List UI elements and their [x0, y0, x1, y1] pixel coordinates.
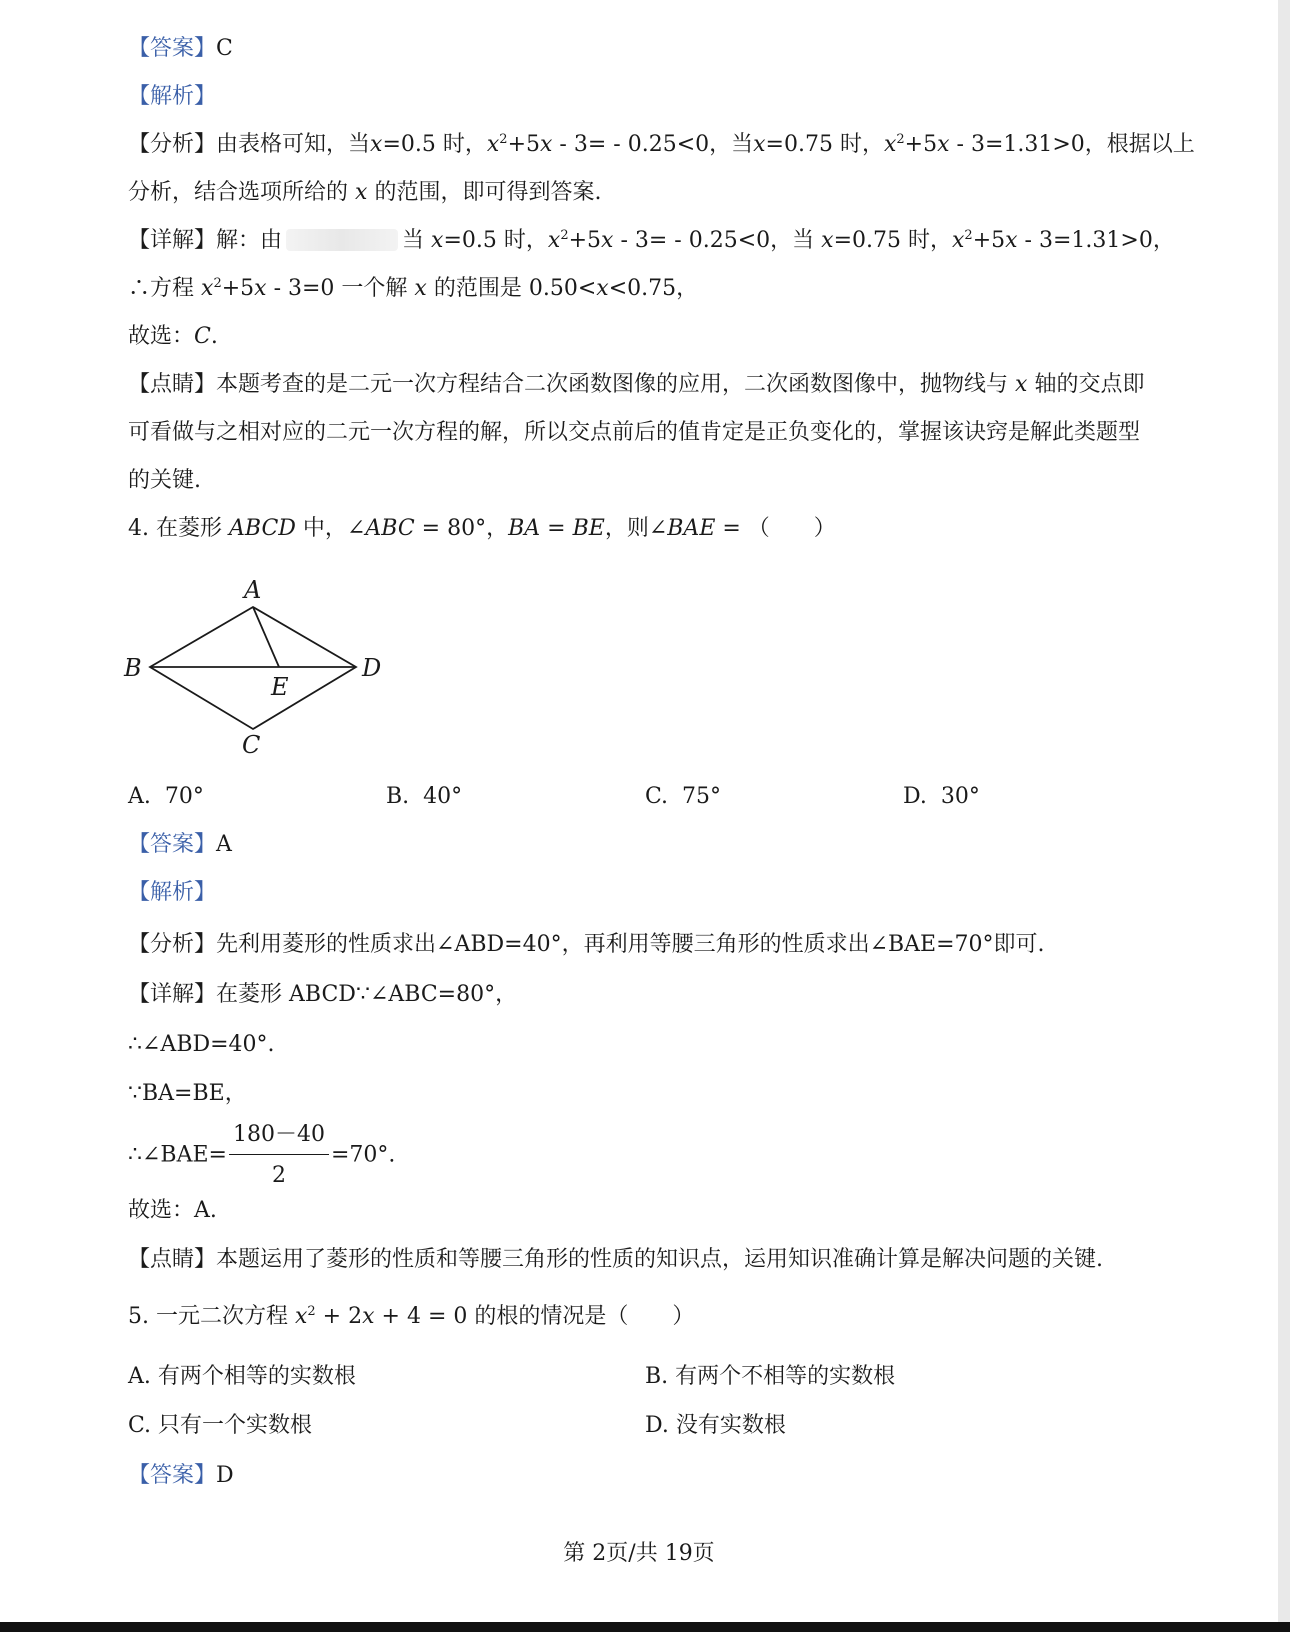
var-x: x: [753, 132, 766, 157]
var-x: x: [294, 1304, 308, 1329]
text: 在菱形 ABCD∵∠ABC=80°，: [216, 982, 518, 1007]
superscript: 2: [896, 132, 905, 147]
option-text: D. 没有实数根: [645, 1413, 786, 1438]
text: 解：由: [216, 228, 283, 253]
segment-ae: [253, 607, 279, 667]
text: 4. 在菱形: [128, 516, 222, 541]
bottom-bar: [0, 1622, 1290, 1632]
text: 故选：A.: [128, 1198, 217, 1223]
text: ∴方程: [128, 276, 195, 301]
q4-fenxi: [128, 930, 1045, 960]
var-x: x: [254, 276, 267, 301]
text: =: [540, 516, 573, 541]
text: = （ ）: [715, 516, 836, 541]
superscript: 2: [307, 1304, 316, 1319]
q4-option-c[interactable]: [645, 782, 721, 812]
text: <0.75，: [608, 276, 699, 301]
text: 轴的交点即: [1034, 372, 1145, 397]
option-text: B. 有两个不相等的实数根: [645, 1364, 896, 1389]
q3-dianjing-line3: [128, 466, 201, 496]
q4-option-d[interactable]: [903, 782, 980, 812]
answer-tag: 【答案】: [128, 832, 217, 857]
label-b: B: [124, 654, 142, 682]
answer-value: A: [216, 832, 232, 857]
text: =70°.: [330, 1142, 396, 1168]
text: +5: [568, 228, 602, 253]
answer-value: D: [216, 1463, 234, 1488]
text: 本题考查的是二元一次方程结合二次函数图像的应用，二次函数图像中，抛物线与: [216, 372, 1009, 397]
text: + 4 = 0: [374, 1304, 468, 1329]
q3-dianjing-line2: [128, 418, 1140, 448]
text: + 2: [315, 1304, 363, 1329]
q5-stem: [128, 1302, 694, 1332]
q4-step1: [128, 1030, 275, 1060]
var-x: x: [547, 228, 561, 253]
q3-therefore: [128, 274, 698, 304]
xiangjie-tag: 【详解】: [128, 228, 217, 253]
label-e: E: [271, 673, 289, 701]
text: 5. 一元二次方程: [128, 1304, 288, 1329]
math: BE: [572, 516, 605, 541]
q3-fenxi-line2: [128, 178, 601, 208]
text: 可看做与之相对应的二元一次方程的解，所以交点前后的值肯定是正负变化的，掌握该诀窍是解此类题型: [128, 420, 1141, 445]
option-value: 30°: [940, 784, 980, 809]
var-x: x: [201, 276, 214, 301]
math: ABCD: [228, 516, 296, 541]
math: BA: [508, 516, 541, 541]
fraction-denominator: 2: [271, 1163, 286, 1188]
choice-letter: C: [194, 324, 211, 349]
jiexi-tag: 【解析】: [128, 84, 217, 109]
text: 当: [402, 228, 425, 253]
text: =0.5 时，: [443, 228, 548, 253]
superscript: 2: [213, 276, 222, 291]
text: 故选：: [128, 324, 195, 349]
text: 先利用菱形的性质求出∠ABD=40°，再利用等腰三角形的性质求出∠BAE=70°即可.: [216, 932, 1045, 957]
option-value: 75°: [682, 784, 722, 809]
text: ∴∠ABD=40°.: [128, 1032, 275, 1057]
option-value: 70°: [164, 784, 204, 809]
var-x: x: [414, 276, 427, 301]
q5-answer: [128, 1461, 234, 1491]
text: ∴∠BAE=: [128, 1142, 227, 1168]
text: +5: [972, 228, 1006, 253]
label-c: C: [242, 731, 261, 759]
var-x: x: [540, 132, 553, 157]
q5-option-b[interactable]: [645, 1362, 895, 1392]
q5-option-c[interactable]: [128, 1411, 312, 1441]
rhombus-figure: [120, 572, 400, 762]
label-d: D: [362, 654, 382, 682]
text: 的范围，即可得到答案.: [374, 180, 602, 205]
q4-stem: [128, 514, 836, 544]
text: - 3=1.31>0，: [1017, 228, 1175, 253]
text: 中，: [302, 516, 347, 541]
text: =0.75 时，: [833, 228, 952, 253]
text: +5: [221, 276, 255, 301]
answer-value: C: [216, 36, 233, 61]
text: ，则: [604, 516, 649, 541]
q4-xiangjie: [128, 980, 517, 1010]
text: 的根的情况是（ ）: [474, 1304, 695, 1329]
fraction: [229, 1118, 329, 1193]
q5-option-a[interactable]: [128, 1362, 356, 1392]
option-text: C. 只有一个实数根: [128, 1413, 313, 1438]
option-letter: B.: [386, 784, 410, 809]
option-letter: A.: [128, 784, 151, 809]
math: ∠ABC: [346, 516, 415, 541]
var-x: x: [355, 180, 368, 205]
q3-fenxi-line1: [128, 130, 1195, 160]
text: 的范围是 0.50<: [433, 276, 597, 301]
jiexi-tag: 【解析】: [128, 880, 217, 905]
option-letter: D.: [903, 784, 927, 809]
option-value: 40°: [423, 784, 463, 809]
q3-xiangjie: [128, 226, 1175, 256]
var-x: x: [431, 228, 444, 253]
text: - 3= - 0.25<0，当: [552, 132, 754, 157]
q3-jiexi: [128, 82, 216, 112]
var-x: x: [821, 228, 834, 253]
page-footer: 第 2页/共 19页: [563, 1541, 715, 1566]
q4-jiexi: [128, 878, 216, 908]
text: +5: [507, 132, 541, 157]
superscript: 2: [560, 228, 569, 243]
var-x: x: [596, 276, 609, 301]
text: .: [210, 324, 218, 349]
q3-choose: [128, 322, 218, 352]
q3-answer: [128, 34, 233, 64]
fraction-numerator: 180－40: [229, 1118, 329, 1155]
q3-dianjing-line1: [128, 370, 1144, 400]
text: +5: [904, 132, 938, 157]
var-x: x: [937, 132, 950, 157]
text: 分析，结合选项所给的: [128, 180, 349, 205]
var-x: x: [601, 228, 614, 253]
text: ∵BA=BE，: [128, 1081, 247, 1106]
text: - 3= - 0.25<0，当: [613, 228, 815, 253]
q4-option-a[interactable]: [128, 782, 204, 812]
answer-tag: 【答案】: [128, 1463, 217, 1488]
page-edge: [1278, 0, 1290, 1622]
fenxi-tag: 【分析】: [128, 132, 217, 157]
dianjing-tag: 【点睛】: [128, 1247, 217, 1272]
var-x: x: [486, 132, 500, 157]
var-x: x: [1005, 228, 1018, 253]
var-x: x: [370, 132, 383, 157]
q5-option-d[interactable]: [645, 1411, 786, 1441]
q4-dianjing: [128, 1245, 1103, 1275]
text: 由表格可知，当: [216, 132, 371, 157]
text: - 3=0 一个解: [266, 276, 408, 301]
superscript: 2: [964, 228, 973, 243]
q4-option-b[interactable]: [386, 782, 462, 812]
superscript: 2: [499, 132, 508, 147]
math: ∠BAE: [648, 516, 716, 541]
text: = 80°，: [414, 516, 509, 541]
text: =0.5 时，: [382, 132, 487, 157]
option-letter: C.: [645, 784, 669, 809]
var-x: x: [362, 1304, 375, 1329]
label-a: A: [244, 576, 262, 604]
q4-answer: [128, 830, 232, 860]
q4-choose: [128, 1196, 217, 1226]
var-x: x: [951, 228, 965, 253]
xiangjie-tag: 【详解】: [128, 982, 217, 1007]
var-x: x: [1015, 372, 1028, 397]
fenxi-tag: 【分析】: [128, 932, 217, 957]
rhombus-outline: [150, 607, 356, 729]
q4-step3: [128, 1118, 395, 1193]
blurred-region: [286, 229, 398, 251]
text: - 3=1.31>0，根据以上: [949, 132, 1195, 157]
option-text: A. 有两个相等的实数根: [128, 1364, 356, 1389]
dianjing-tag: 【点睛】: [128, 372, 217, 397]
answer-tag: 【答案】: [128, 36, 217, 61]
q4-step2: [128, 1079, 247, 1109]
var-x: x: [883, 132, 897, 157]
text: 本题运用了菱形的性质和等腰三角形的性质的知识点，运用知识准确计算是解决问题的关键.: [216, 1247, 1104, 1272]
text: 的关键.: [128, 468, 201, 493]
text: =0.75 时，: [765, 132, 884, 157]
